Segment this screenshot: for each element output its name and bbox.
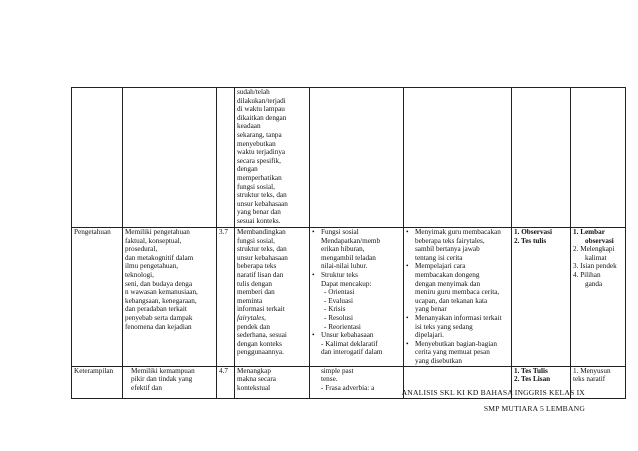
instrumen-line: kalimat [585, 253, 607, 262]
kd-line: dan peradaban terkait [125, 305, 187, 314]
indikator-line: fungsi sosial, [237, 236, 275, 245]
materi-line: Dapat mencakup: [321, 279, 372, 288]
teknik-item: 1. Observasi [514, 228, 552, 236]
indikator-line: sekarang, tanpa [237, 130, 282, 139]
kd-number-text: 3.7 [219, 228, 228, 236]
kegiatan-item [406, 314, 509, 340]
kd-line: penyebab serta dampak [125, 313, 193, 322]
indikator-line: makna secara [237, 375, 276, 384]
indikator-line: beberapa teks [237, 262, 277, 271]
table-cell [571, 88, 626, 228]
kegiatan-line: • Menyebutkan bagian-bagian [406, 340, 509, 349]
indikator-line: dilakukan/terjadi [237, 96, 286, 105]
teknik-cell [512, 228, 571, 367]
instrumen-item [573, 271, 623, 288]
kd-line: n wawasan kemanusiaan, [125, 288, 198, 297]
domain-label [72, 228, 123, 367]
materi-line: simple past [321, 366, 354, 375]
domain-label-text: Keterampilan [74, 366, 114, 375]
instrumen-line: 4. Pilihan [573, 270, 601, 279]
kegiatan-line: tentang isi cerita [415, 253, 463, 262]
materi-line: mengambil teladan [321, 253, 376, 262]
materi-cell [310, 228, 404, 367]
materi-sub: - Krisis [324, 305, 346, 314]
instrumen-cell [571, 228, 626, 367]
footer-line-1: ANALISIS SKL KI KD BAHASA INGGRIS KELAS IX [401, 388, 585, 397]
kegiatan-line: • Menanyakan informasi terkait [406, 314, 509, 323]
indikator-line: meminta [237, 296, 263, 305]
kd-cell [123, 366, 217, 398]
indikator-line: sudah/telah [237, 88, 270, 96]
indikator-line: Menangkap [237, 366, 271, 375]
kegiatan-line: membacakan dongeng [415, 270, 480, 279]
indikator-line: di waktu lampau [237, 105, 285, 114]
indikator-cell [235, 88, 310, 228]
materi-line: erikan hiburan, [321, 245, 365, 254]
materi-line: - Frasa adverbia: a [321, 383, 375, 392]
table-row [72, 228, 626, 367]
kegiatan-line: cerita yang memuat pesan [415, 348, 490, 357]
indikator-line: yang benar dan [237, 208, 281, 217]
kd-number-text: 4.7 [219, 366, 228, 375]
indikator-line: naratif lisan dan [237, 270, 284, 279]
indikator-line: dengan [237, 165, 258, 174]
materi-sub: - Orientasi [324, 288, 355, 297]
instrumen-line: 1. Lembar [573, 228, 605, 236]
indikator-line: memperhatikan [237, 173, 282, 182]
instrumen-line: 1. Menyusun [573, 366, 611, 375]
kd-line: dan metakognitif dalam [125, 253, 194, 262]
teknik-item: 2. Tes Lisan [514, 375, 551, 384]
kd-cell [123, 228, 217, 367]
instrumen-line: 3. Isian pendek [573, 262, 617, 271]
indikator-line: sederhana, sesuai [237, 331, 287, 340]
indikator-line: penggunaannya. [237, 348, 284, 357]
materi-sub: - Reorientasi [324, 322, 361, 331]
materi-line: nilai-nilai luhur. [321, 262, 368, 271]
kegiatan-line: beberapa teks fairytales, [415, 236, 485, 245]
table-cell [404, 88, 512, 228]
teknik-item: 1. Tes Tulis [514, 366, 548, 375]
footer-line-2: SMP MUTIARA 5 LEMBANG [483, 404, 585, 413]
kegiatan-line: dengan menyimak dan [415, 279, 481, 288]
indikator-line: sesuai konteks. [237, 216, 281, 225]
indikator-line: secara spesifik, [237, 156, 281, 165]
indikator-line: kontekstual [237, 383, 271, 392]
instrumen-line: teks naratif [573, 375, 606, 384]
table-cell [123, 88, 217, 228]
indikator-line: unsur kebahasaan [237, 253, 288, 262]
kd-line: pikir dan tindak yang [131, 375, 193, 384]
kegiatan-item [406, 340, 509, 366]
kd-line: kebangsaan, kenegaraan, [125, 296, 197, 305]
materi-bullet: • Struktur teks [312, 271, 401, 280]
materi-bullet: • Unsur kebahasaan [312, 331, 401, 340]
indikator-line: fairytales, [237, 313, 266, 322]
instrumen-item [573, 245, 623, 262]
materi-sub: - Resolusi [324, 313, 353, 322]
domain-label-text: Pengetahuan [74, 228, 111, 236]
kegiatan-line: • Mempelajari cara [406, 262, 509, 271]
materi-line: - Kalimat deklaratif [321, 339, 378, 348]
table-cell [217, 88, 235, 228]
indikator-line: struktur teks, dan [237, 245, 287, 254]
indikator-line: dengan konteks [237, 339, 282, 348]
table-cell [72, 88, 123, 228]
kd-line: Memiliki kemampuan [131, 366, 195, 375]
kegiatan-item [406, 262, 509, 314]
kegiatan-line: sambil bertanya jawab [415, 245, 480, 254]
indikator-line: pendek dan [237, 322, 270, 331]
kd-line: ilmu pengetahuan, [125, 262, 179, 271]
instrumen-line: 2. Melengkapi [573, 245, 615, 254]
instrumen-line: observasi [585, 236, 614, 245]
kd-number [217, 228, 235, 367]
instrumen-item [573, 262, 623, 271]
kd-number [217, 366, 235, 398]
indikator-line: struktur teks, dan [237, 191, 287, 200]
indikator-line: fungsi sosial, [237, 182, 275, 191]
kegiatan-line: meniru guru membaca cerita, [415, 288, 500, 297]
indikator-line: waktu terjadinya [237, 148, 286, 157]
instrumen-line: ganda [585, 279, 603, 288]
kegiatan-cell [404, 228, 512, 367]
kegiatan-line: ucapan, dan tekanan kata [415, 296, 488, 305]
materi-bullet: • Fungsi sosial [312, 228, 401, 237]
materi-cell [310, 366, 404, 398]
kd-line: efektif dan [131, 383, 162, 392]
instrumen-item [573, 228, 623, 245]
table-cell [310, 88, 404, 228]
materi-line: Mendapatkan/memb [321, 236, 381, 245]
materi-line: tense. [321, 375, 338, 384]
kd-line: teknologi, [125, 270, 154, 279]
indikator-cell [235, 228, 310, 367]
indikator-line: menyebutkan [237, 139, 276, 148]
indikator-line: keadaan [237, 122, 261, 131]
kegiatan-line: yang disebutkan [415, 356, 462, 365]
kegiatan-line: yang benar [415, 305, 447, 314]
analysis-table [71, 87, 626, 399]
teknik-item: 2. Tes tulis [514, 236, 547, 245]
indikator-line: memberi dan [237, 288, 275, 297]
kegiatan-line: isi teks yang sedang [415, 322, 473, 331]
indikator-line: dikaitkan dengan [237, 113, 287, 122]
kegiatan-line: dipelajari. [415, 331, 444, 340]
kd-line: faktual, konseptual, [125, 236, 182, 245]
materi-line: dan interogatif dalam [321, 348, 383, 357]
kd-line: prosedural, [125, 245, 158, 254]
indikator-cell [235, 366, 310, 398]
table-cell [512, 88, 571, 228]
table-row [72, 88, 626, 228]
indikator-line: Membandingkan [237, 228, 286, 236]
kd-line: seni, dan budaya denga [125, 279, 193, 288]
kd-line: fenomena dan kejadian [125, 322, 192, 331]
indikator-line: unsur kebahasaan [237, 199, 288, 208]
kegiatan-line: • Menyimak guru membacakan [406, 228, 509, 237]
kegiatan-item [406, 228, 509, 262]
indikator-line: informasi terkait [237, 305, 285, 314]
kd-line: Memiliki pengetahuan [125, 228, 190, 236]
indikator-line: tulis dengan [237, 279, 272, 288]
materi-sub: - Evaluasi [324, 296, 353, 305]
domain-label [72, 366, 123, 398]
